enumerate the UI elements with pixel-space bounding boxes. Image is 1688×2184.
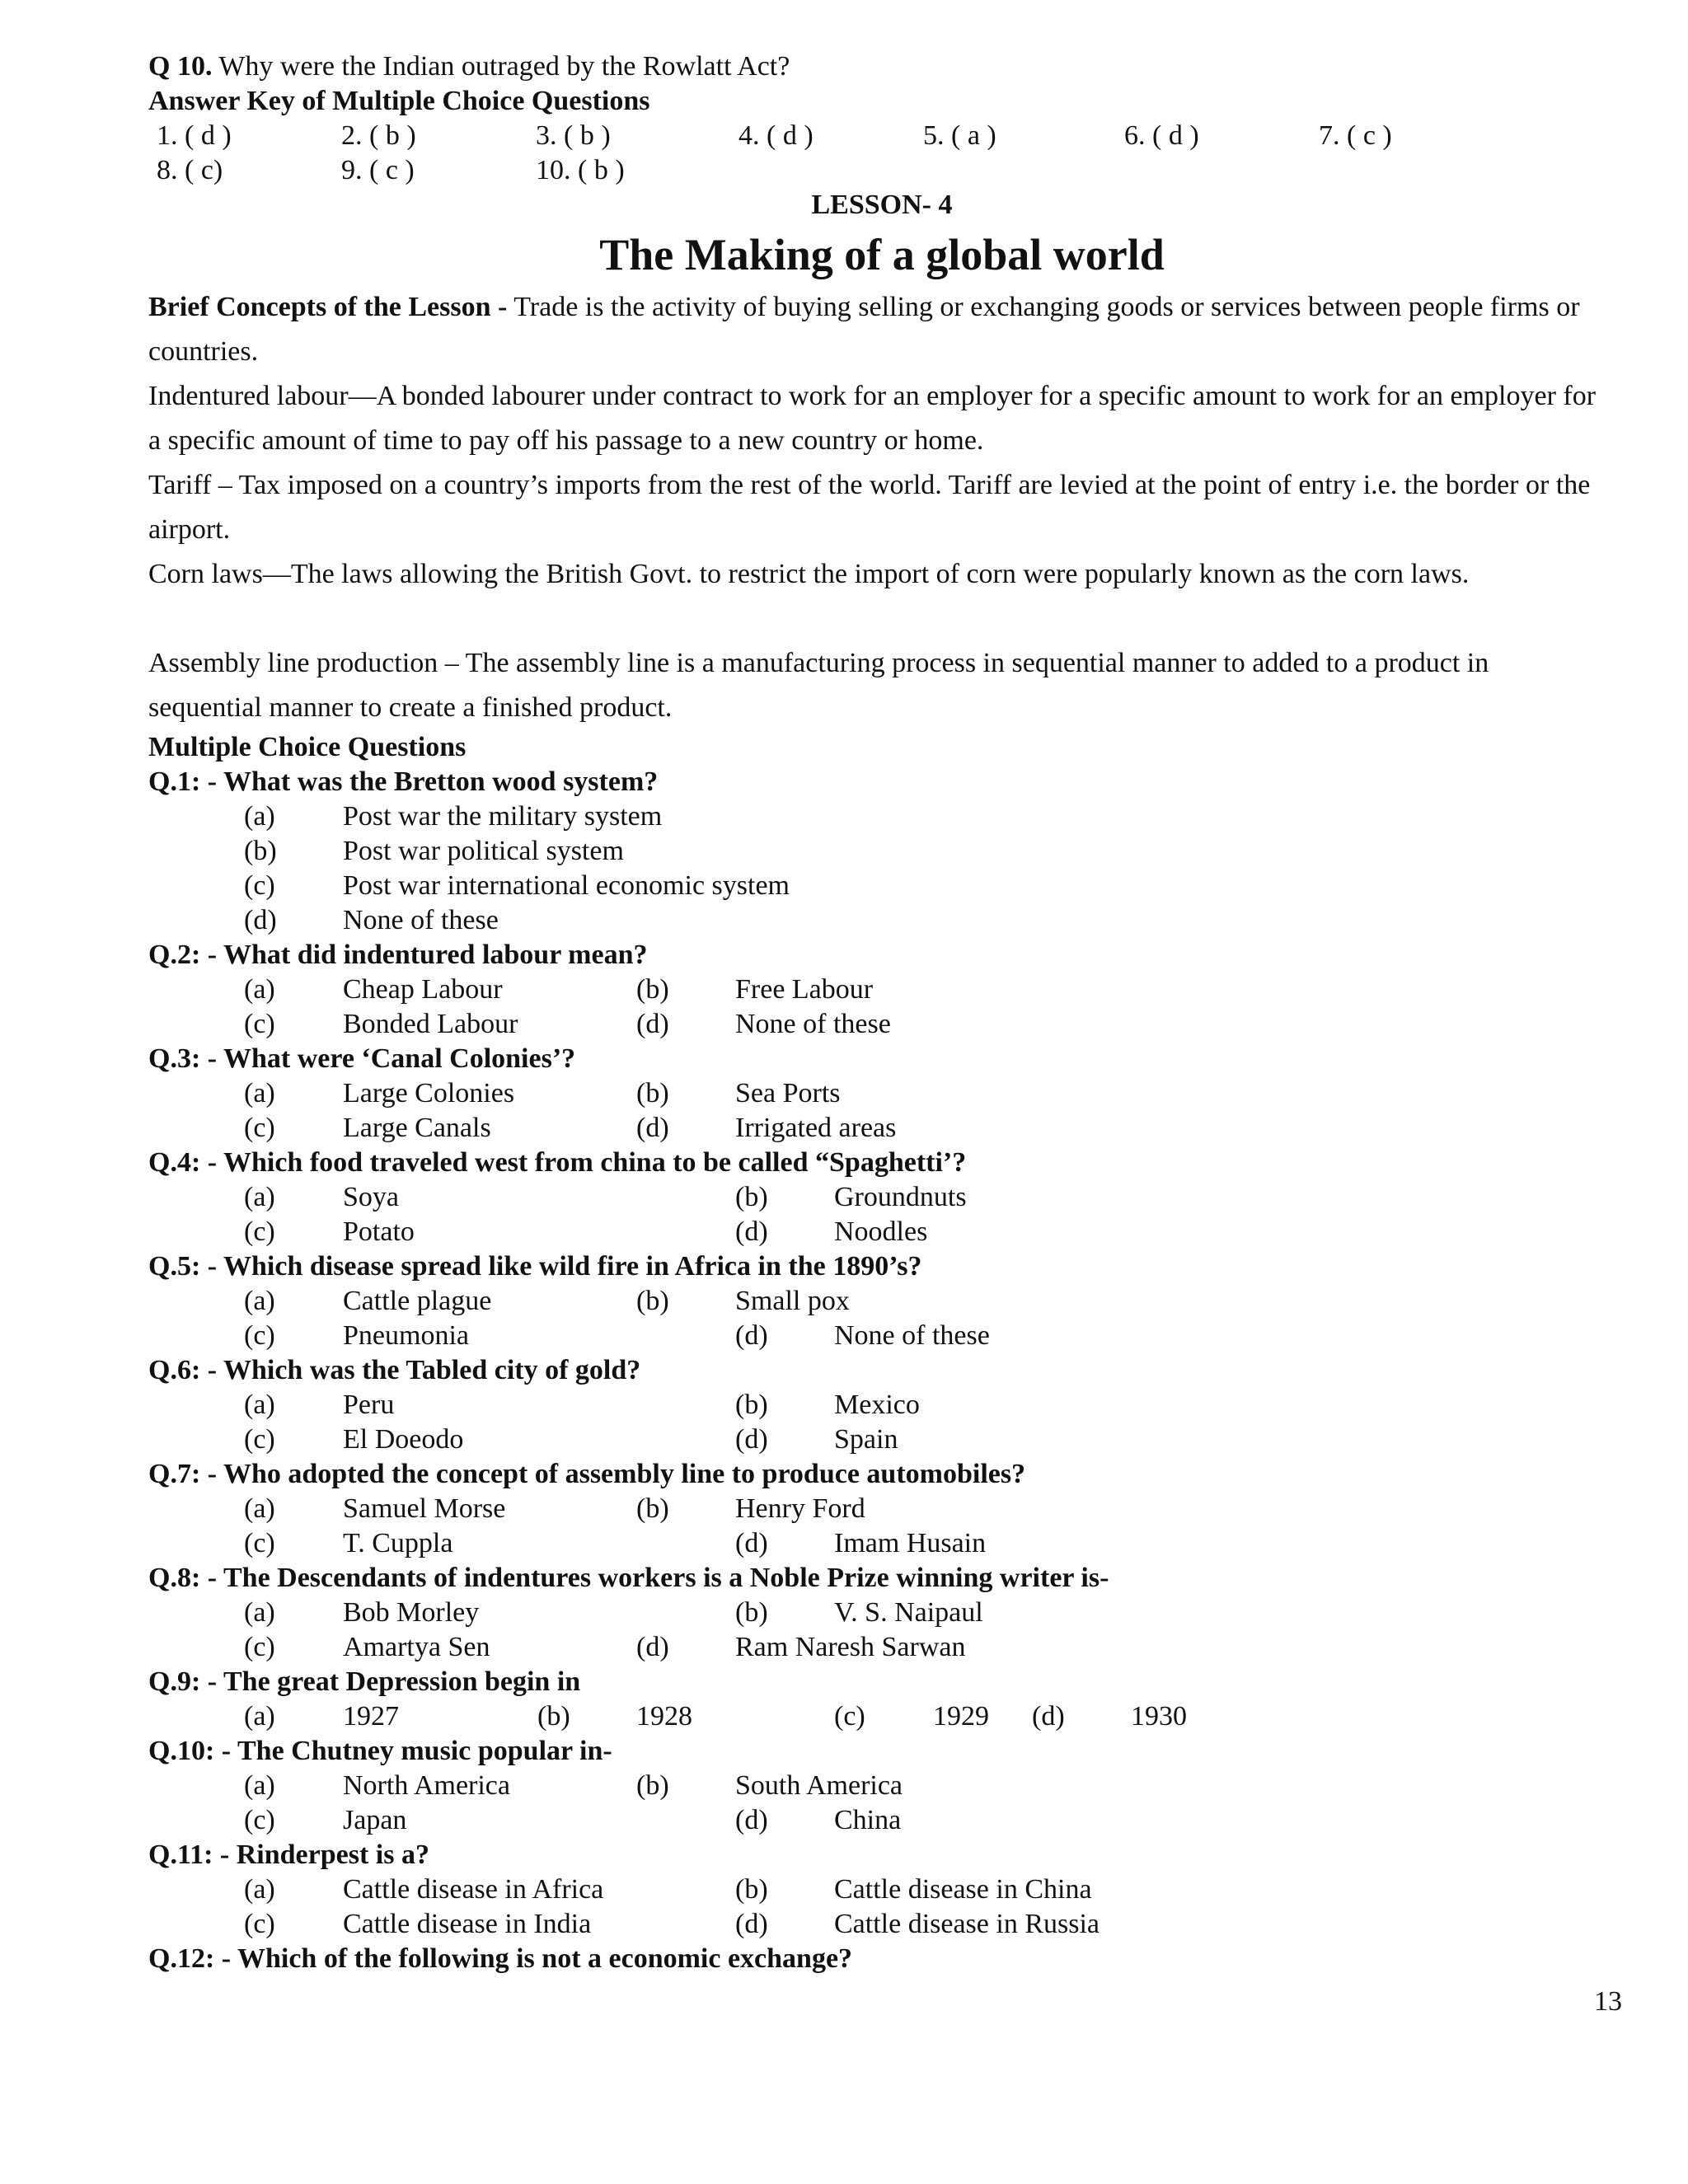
answer-key-item: 3. ( b ) [536,120,611,151]
option-text: Cattle disease in Russia [834,1909,1100,1939]
option-label: (d) [244,905,277,935]
option-label: (b) [636,1493,669,1524]
option-text: Large Canals [343,1113,491,1143]
option-label: (d) [735,1909,768,1939]
option-text: Post war international economic system [343,870,790,901]
option-label: (d) [735,1320,768,1351]
option-text: Amartya Sen [343,1632,490,1662]
lesson-label: LESSON- 4 [811,190,953,220]
question-q3: Q.3: - What were ‘Canal Colonies’? [148,1043,576,1074]
option-text: Small pox [735,1286,850,1316]
option-label: (c) [244,1216,275,1247]
option-label: (a) [244,1874,275,1905]
option-label: (d) [735,1424,768,1455]
option-label: (c) [244,1909,275,1939]
option-label: (a) [244,801,275,832]
question-q7: Q.7: - Who adopted the concept of assembly line to produce automobiles? [148,1459,1026,1489]
option-text: Free Labour [735,974,874,1005]
option-text: Imam Husain [834,1528,987,1558]
option-label: (b) [735,1597,768,1628]
option-label: (a) [244,1597,275,1628]
option-text: Pneumonia [343,1320,469,1351]
concept-trade [148,285,1599,374]
option-text: China [834,1805,902,1835]
option-label: (a) [244,1182,275,1212]
option-label: (c) [834,1701,865,1732]
question-text: Why were the Indian outraged by the Rowlatt Act? [218,51,790,82]
concept-text: Trade is the activity of buying selling or exchanging goods or services between people firms or countries. [148,292,1580,367]
option-text: Post war political system [343,836,624,866]
option-text: Cattle disease in Africa [343,1874,604,1905]
option-text: Large Colonies [343,1078,515,1108]
option-label: (c) [244,1528,275,1558]
option-label: (a) [244,974,275,1005]
option-label: (c) [244,1009,275,1039]
option-text: Spain [834,1424,898,1455]
answer-key-item: 6. ( d ) [1124,120,1199,151]
option-label: (b) [735,1874,768,1905]
option-label: (b) [244,836,277,866]
option-label: (d) [735,1216,768,1247]
option-label: (d) [1032,1701,1065,1732]
option-label: (c) [244,1320,275,1351]
answer-key-title: Answer Key of Multiple Choice Questions [148,86,650,116]
option-label: (b) [537,1701,570,1732]
option-label: (c) [244,1113,275,1143]
concept-corn-laws: Corn laws—The laws allowing the British Govt. to restrict the import of corn were popularly known as the corn laws. [148,559,1470,589]
question-q4: Q.4: - Which food traveled west from china to be called “Spaghetti’? [148,1147,967,1178]
option-text: Groundnuts [834,1182,967,1212]
option-label: (c) [244,1805,275,1835]
option-text: None of these [735,1009,891,1039]
question-q8: Q.8: - The Descendants of indentures workers is a Noble Prize winning writer is- [148,1563,1109,1593]
option-text: Cattle disease in China [834,1874,1092,1905]
option-text: North America [343,1770,510,1801]
question-q10-prev [148,49,790,84]
option-text: Henry Ford [735,1493,865,1524]
option-label: (d) [735,1528,768,1558]
option-text: Ram Naresh Sarwan [735,1632,966,1662]
lesson-title: The Making of a global world [599,230,1165,279]
question-number: Q 10. [148,51,213,82]
answer-key-item: 1. ( d ) [157,120,232,151]
option-label: (c) [244,1424,275,1455]
option-text: Cheap Labour [343,974,503,1005]
answer-key-item: 5. ( a ) [923,120,996,151]
option-text: Sea Ports [735,1078,841,1108]
mcq-heading: Multiple Choice Questions [148,732,467,762]
answer-key-item: 4. ( d ) [738,120,814,151]
question-q6: Q.6: - Which was the Tabled city of gold? [148,1355,641,1385]
option-text: 1927 [343,1701,399,1732]
option-text: Potato [343,1216,415,1247]
option-label: (a) [244,1770,275,1801]
question-q9: Q.9: - The great Depression begin in [148,1666,581,1697]
option-label: (b) [636,974,669,1005]
option-label: (c) [244,1632,275,1662]
concept-indentured-labour: Indentured labour—A bonded labourer under contract to work for an employer for a specific amount to work for an employer for a specific amount of time to pay off his passage to a new country or home. [148,381,1597,456]
option-text: El Doeodo [343,1424,464,1455]
answer-key-item: 9. ( c ) [341,155,415,185]
option-text: Cattle plague [343,1286,492,1316]
option-label: (d) [636,1632,669,1662]
option-text: Bonded Labour [343,1009,518,1039]
option-label: (a) [244,1286,275,1316]
question-q11: Q.11: - Rinderpest is a? [148,1840,429,1870]
option-label: (d) [735,1805,768,1835]
question-q2: Q.2: - What did indentured labour mean? [148,940,648,970]
option-label: (a) [244,1493,275,1524]
option-text: South America [735,1770,903,1801]
question-q1: Q.1: - What was the Bretton wood system? [148,766,659,797]
concept-assembly-line: Assembly line production – The assembly line is a manufacturing process in sequential manner to added to a product in sequential manner to create a finished product. [148,648,1489,723]
concepts-heading: Brief Concepts of the Lesson - [148,292,508,322]
option-label: (d) [636,1113,669,1143]
concept-tariff: Tariff – Tax imposed on a country’s imports from the rest of the world. Tariff are levied at the point of entry i.e. the border or the airport. [148,470,1591,545]
answer-key-item: 7. ( c ) [1319,120,1392,151]
option-text: Soya [343,1182,399,1212]
question-q12: Q.12: - Which of the following is not a economic exchange? [148,1943,853,1974]
option-text: V. S. Naipaul [834,1597,983,1628]
option-label: (c) [244,870,275,901]
option-text: Mexico [834,1390,920,1420]
option-text: Irrigated areas [735,1113,897,1143]
option-text: Post war the military system [343,801,663,832]
answer-key-item: 2. ( b ) [341,120,416,151]
option-label: (a) [244,1701,275,1732]
option-text: Noodles [834,1216,928,1247]
option-text: None of these [343,905,499,935]
option-text: 1929 [933,1701,989,1732]
option-label: (b) [636,1770,669,1801]
answer-key-item: 10. ( b ) [536,155,625,185]
option-label: (b) [636,1286,669,1316]
option-text: Cattle disease in India [343,1909,592,1939]
page-number: 13 [1594,1986,1622,2017]
answer-key-item: 8. ( c) [157,155,223,185]
option-label: (b) [735,1182,768,1212]
option-label: (a) [244,1390,275,1420]
option-label: (b) [735,1390,768,1420]
question-q10: Q.10: - The Chutney music popular in- [148,1736,612,1766]
option-text: Samuel Morse [343,1493,506,1524]
option-text: Bob Morley [343,1597,480,1628]
option-label: (a) [244,1078,275,1108]
option-text: None of these [834,1320,990,1351]
question-q5: Q.5: - Which disease spread like wild fire in Africa in the 1890’s? [148,1251,922,1282]
option-text: 1930 [1131,1701,1187,1732]
option-text: 1928 [636,1701,692,1732]
option-text: Peru [343,1390,395,1420]
option-text: Japan [343,1805,407,1835]
option-label: (d) [636,1009,669,1039]
option-label: (b) [636,1078,669,1108]
option-text: T. Cuppla [343,1528,453,1558]
